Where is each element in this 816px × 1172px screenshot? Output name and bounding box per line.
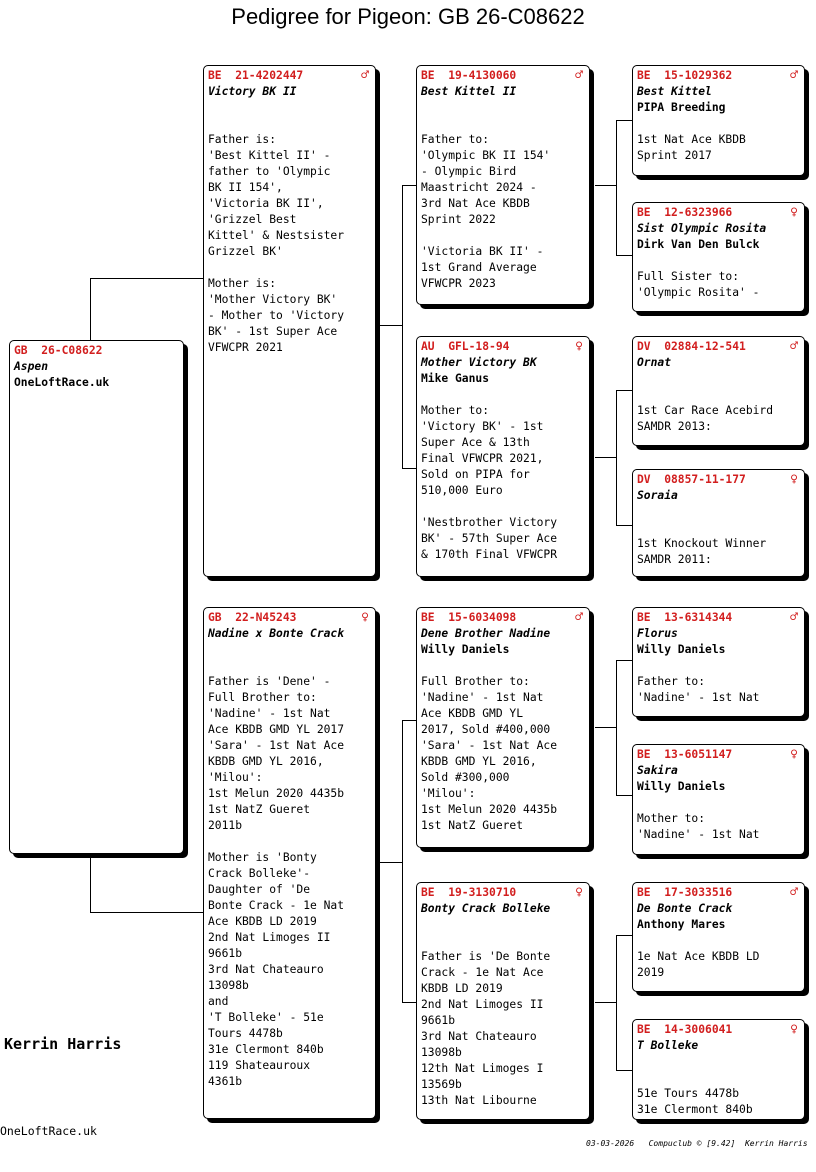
connector (616, 120, 632, 121)
female-icon: ♀ (361, 610, 369, 625)
pigeon-name: T Bolleke (637, 1039, 699, 1052)
pigeon-name: Ornat (637, 356, 672, 369)
connector (595, 457, 616, 458)
male-icon: ♂ (575, 610, 583, 625)
pigeon-notes: 1st Nat Ace KBDB Sprint 2017 (637, 133, 746, 162)
connector (402, 185, 416, 186)
pigeon-notes: Father is 'De Bonte Crack - 1e Nat Ace KBDB LD 2019 2nd Nat Limoges II 9661b 3rd Nat Chateauro 13098b 12th Nat Limoges I 13569b 13th Nat Libourne (421, 950, 551, 1107)
pigeon-notes: 1e Nat Ace KBDB LD 2019 (637, 950, 760, 979)
female-icon: ♀ (575, 885, 583, 900)
breeder: Willy Daniels (637, 643, 726, 656)
pigeon-card-sire-sire[interactable] (416, 65, 590, 305)
connector (90, 278, 203, 279)
connector (616, 1070, 632, 1071)
breeder: Mike Ganus (421, 372, 490, 385)
ring-number: BE 21-4202447 (208, 69, 304, 82)
pigeon-name: Sakira (637, 764, 678, 777)
pigeon-card-ssd[interactable] (632, 202, 805, 312)
breeder (637, 504, 800, 520)
pigeon-notes: 51e Tours 4478b 31e Clermont 840b (637, 1087, 753, 1116)
pigeon-card-sire-dam[interactable] (416, 336, 590, 577)
pigeon-card-ddd[interactable] (632, 1019, 805, 1120)
connector (595, 727, 616, 728)
ring-number: DV 02884-12-541 (637, 340, 746, 353)
pigeon-name: Best Kittel II (421, 85, 517, 98)
pigeon-name: Bonty Crack Bolleke (421, 902, 551, 915)
pigeon-card-sss[interactable] (632, 65, 805, 176)
male-icon: ♂ (790, 68, 798, 83)
ring-number: BE 13-6314344 (637, 611, 733, 624)
female-icon: ♀ (575, 339, 583, 354)
pigeon-name: Aspen (14, 360, 49, 373)
footer-credit: 03-03-2026 Compuclub © [9.42] Kerrin Harris (586, 1139, 808, 1148)
pigeon-name: Dene Brother Nadine (421, 627, 551, 640)
pigeon-notes: Father to: 'Olympic BK II 154' - Olympic Bird Maastricht 2024 - 3rd Nat Ace KBDB Sprint 2022 'Victoria BK II' - 1st Grand Average VFWCPR 2023 (421, 133, 551, 290)
breeder (637, 1054, 800, 1070)
ring-number: BE 14-3006041 (637, 1023, 733, 1036)
pigeon-name: Soraia (637, 489, 678, 502)
site-name: OneLoftRace.uk (0, 1124, 97, 1138)
pigeon-name: Florus (637, 627, 678, 640)
pigeon-card-sire[interactable] (203, 65, 376, 577)
breeder: Willy Daniels (637, 780, 726, 793)
male-icon: ♂ (790, 885, 798, 900)
connector (616, 525, 632, 526)
breeder (208, 100, 371, 116)
pigeon-card-dam[interactable] (203, 607, 376, 1119)
pigeon-name: Mother Victory BK (421, 356, 537, 369)
connector (380, 325, 402, 326)
connector (616, 795, 632, 796)
male-icon: ♂ (361, 68, 369, 83)
pigeon-card-dam-dam[interactable] (416, 882, 590, 1120)
female-icon: ♀ (790, 205, 798, 220)
connector (90, 912, 203, 913)
ring-number: AU GFL-18-94 (421, 340, 510, 353)
connector (402, 720, 416, 721)
ring-number: GB 26-C08622 (14, 344, 103, 357)
pigeon-notes: Father to: 'Nadine' - 1st Nat (637, 675, 760, 704)
pigeon-card-dsd[interactable] (632, 744, 805, 855)
pigeon-notes: Mother to: 'Victory BK' - 1st Super Ace & 13th Final VFWCPR 2021, Sold on PIPA for 510,000 Euro 'Nestbrother Victory BK' - 57th Super Ace & 170th Final VFWCPR (421, 404, 558, 561)
male-icon: ♂ (790, 339, 798, 354)
breeder: PIPA Breeding (637, 101, 726, 114)
connector (402, 1002, 416, 1003)
connector (595, 1002, 616, 1003)
connector (90, 855, 91, 912)
male-icon: ♂ (790, 610, 798, 625)
page-title: Pedigree for Pigeon: GB 26-C08622 (231, 4, 585, 29)
pigeon-notes: Full Brother to: 'Nadine' - 1st Nat Ace KBDB GMD YL 2017, Sold #400,000 'Sara' - 1st Nat Ace KBDB GMD YL 2016, Sold #300,000 'Milou': 1st Melun 2020 4435b 1st NatZ Gueret (421, 675, 558, 832)
pigeon-card-subject[interactable] (9, 340, 184, 854)
connector (616, 255, 632, 256)
connector (380, 862, 402, 863)
breeder (421, 100, 585, 116)
female-icon: ♀ (790, 747, 798, 762)
pigeon-card-dam-sire[interactable] (416, 607, 590, 848)
pigeon-name: Best Kittel (637, 85, 712, 98)
ring-number: BE 19-4130060 (421, 69, 517, 82)
ring-number: BE 13-6051147 (637, 748, 733, 761)
connector (616, 935, 617, 1070)
ring-number: GB 22-N45243 (208, 611, 297, 624)
connector (616, 390, 617, 525)
ring-number: BE 15-1029362 (637, 69, 733, 82)
pigeon-notes: Mother to: 'Nadine' - 1st Nat (637, 812, 760, 841)
connector (402, 720, 403, 1002)
breeder (637, 371, 800, 387)
pigeon-name: Nadine x Bonte Crack (208, 627, 345, 640)
connector (616, 660, 632, 661)
pigeon-name: Sist Olympic Rosita (637, 222, 767, 235)
pigeon-name: De Bonte Crack (637, 902, 733, 915)
pigeon-card-sds[interactable] (632, 336, 805, 446)
pigeon-notes: Full Sister to: 'Olympic Rosita' - (637, 270, 760, 299)
connector (90, 278, 91, 340)
pigeon-notes: 1st Knockout Winner SAMDR 2011: (637, 537, 767, 566)
breeder: Willy Daniels (421, 643, 510, 656)
male-icon: ♂ (575, 68, 583, 83)
ring-number: BE 15-6034098 (421, 611, 517, 624)
owner-name: Kerrin Harris (4, 1035, 122, 1053)
breeder: Dirk Van Den Bulck (637, 238, 760, 251)
female-icon: ♀ (790, 1022, 798, 1037)
breeder: OneLoftRace.uk (14, 376, 110, 389)
connector (616, 390, 632, 391)
pigeon-card-dss[interactable] (632, 607, 805, 717)
ring-number: BE 12-6323966 (637, 206, 733, 219)
breeder (421, 917, 585, 933)
connector (402, 468, 416, 469)
connector (616, 660, 617, 795)
connector (616, 120, 617, 255)
breeder (208, 642, 371, 658)
breeder: Anthony Mares (637, 918, 726, 931)
pigeon-card-sdd[interactable] (632, 469, 805, 577)
ring-number: BE 17-3033516 (637, 886, 733, 899)
female-icon: ♀ (790, 472, 798, 487)
ring-number: BE 19-3130710 (421, 886, 517, 899)
pigeon-notes: Father is: 'Best Kittel II' - father to 'Olympic BK II 154', 'Victoria BK II', 'Grizzel Best Kittel' & Nestsister Grizzel BK' Mother is: 'Mother Victory BK' - Mother to 'Victory BK' - 1st Super Ace VFWCPR 2021 (208, 133, 345, 354)
pigeon-card-dds[interactable] (632, 882, 805, 992)
connector (595, 185, 616, 186)
pigeon-name: Victory BK II (208, 85, 297, 98)
connector (402, 185, 403, 468)
pigeon-notes: 1st Car Race Acebird SAMDR 2013: (637, 404, 774, 433)
ring-number: DV 08857-11-177 (637, 473, 746, 486)
connector (616, 935, 632, 936)
pigeon-notes: Father is 'Dene' - Full Brother to: 'Nadine' - 1st Nat Ace KBDB GMD YL 2017 'Sara' - 1st Nat Ace KBDB GMD YL 2016, 'Milou': 1st Melun 2020 4435b 1st NatZ Gueret 2011b Mother is 'Bonty Crack Bolleke'- Daughter of 'De Bonte Crack - 1e Nat Ace KBDB LD 2019 2nd Nat Limoges II 9661b 3rd Nat Chateauro 13098b and 'T Bolleke' - 51e Tours 4478b 31e Clermont 840b 119 Shateauroux 4361b (208, 675, 345, 1088)
